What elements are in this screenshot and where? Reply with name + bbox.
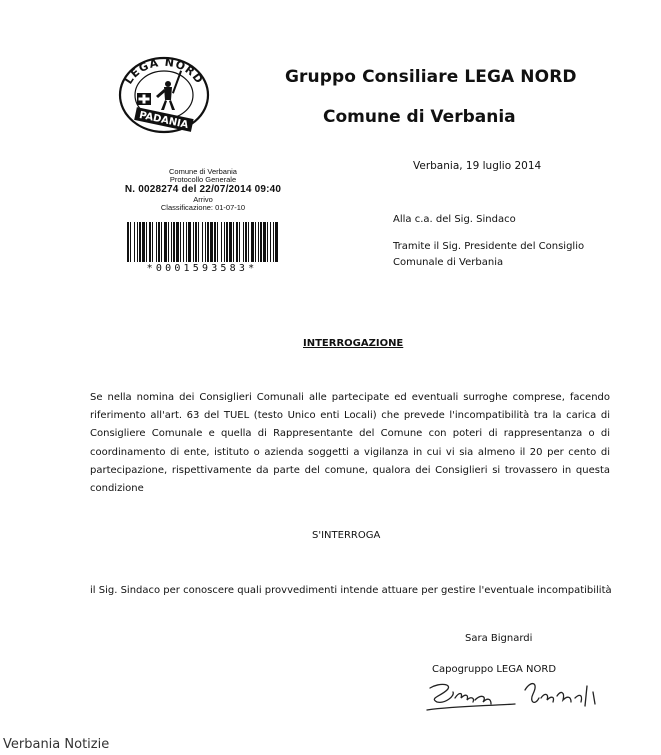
barcode-bar (186, 222, 187, 262)
barcode-bar (236, 222, 238, 262)
barcode-bar (176, 222, 179, 262)
barcode-bar (171, 222, 172, 262)
cross-shield-icon (137, 93, 151, 105)
document-date: Verbania, 19 luglio 2014 (413, 160, 542, 172)
barcode-bar (195, 222, 197, 262)
logo-bottom-text: PADANIA (138, 109, 190, 132)
barcode-bar (180, 222, 181, 262)
stamp-office: Comune di Verbania (169, 167, 237, 176)
barcode-bar (239, 222, 240, 262)
barcode-bar (146, 222, 147, 262)
barcode-bar (258, 222, 259, 262)
barcode-bar (248, 222, 249, 262)
barcode-bar (207, 222, 209, 262)
barcode-bar (263, 222, 266, 262)
barcode-bar (127, 222, 129, 262)
handwritten-signature (425, 676, 610, 716)
barcode-bar (270, 222, 271, 262)
barcode-number: *0001593583* (146, 263, 258, 274)
recipient-council: Comunale di Verbania (393, 257, 504, 268)
barcode-bar (202, 222, 203, 262)
barcode-bar (156, 222, 157, 262)
protocol-stamp (113, 168, 293, 212)
barcode-bar (188, 222, 191, 262)
barcode-bar (251, 222, 254, 262)
body-line: coordinamento di ente, istituto o azienda soggetti a vigilanza in cui vi sia almeno il 20 per cento di (90, 446, 610, 458)
alberto-da-giussano-icon (156, 70, 182, 110)
lega-nord-logo (118, 56, 210, 134)
barcode-bar (152, 222, 153, 262)
body-line: riferimento all'art. 63 del TUEL (testo Unico enti Locali) che prevede l'incompatibilità tra la carica di (90, 410, 610, 422)
barcode-bar (224, 222, 225, 262)
body-paragraph (90, 389, 610, 498)
barcode-bar (161, 222, 162, 262)
barcode-bar (214, 222, 216, 262)
request-text: il Sig. Sindaco per conoscere quali provvedimenti intende attuare per gestire l'eventuale incompatibilità (90, 585, 612, 596)
sinterroga-heading: S'INTERROGA (312, 530, 381, 541)
group-title: Gruppo Consiliare LEGA NORD (285, 67, 577, 87)
logo-top-text: LEGA NORD (121, 56, 207, 87)
barcode (126, 222, 278, 262)
stamp-direction: Arrivo (193, 195, 213, 204)
municipality-title: Comune di Verbania (323, 107, 516, 127)
barcode-bar (267, 222, 268, 262)
body-line: Consigliere Comunale e quella di Rappresentante del Comune con poteri di rappresentanza o di (90, 428, 610, 440)
body-line: Se nella nomina dei Consiglieri Comunali alle partecipate ed eventuali surroghe comprese, facendo (90, 392, 610, 403)
stamp-protocol-number: N. 0028274 del 22/07/2014 09:40 (124, 184, 282, 195)
barcode-bar (183, 222, 184, 262)
recipient-mayor: Alla c.a. del Sig. Sindaco (393, 214, 516, 225)
barcode-bar (243, 222, 244, 262)
barcode-bar (275, 222, 278, 262)
barcode-bar (139, 222, 141, 262)
barcode-bar (173, 222, 175, 262)
barcode-bar (164, 222, 167, 262)
watermark: Verbania Notizie (3, 737, 110, 752)
barcode-bar (198, 222, 199, 262)
barcode-bar (149, 222, 151, 262)
barcode-bar (233, 222, 234, 262)
body-line: partecipazione, rispettivamente da parte del comune, qualora dei Consiglieri si trovassero in questa (90, 464, 610, 476)
barcode-bar (255, 222, 256, 262)
barcode-bar (134, 222, 135, 262)
barcode-bar (137, 222, 138, 262)
barcode-bar (142, 222, 145, 262)
barcode-bar (273, 222, 274, 262)
barcode-bar (229, 222, 232, 262)
document-heading: INTERROGAZIONE (303, 338, 404, 349)
body-line: condizione (90, 483, 144, 495)
stamp-classification: Classificazione: 01-07-10 (160, 203, 246, 212)
barcode-bar (193, 222, 194, 262)
signer-role: Capogruppo LEGA NORD (432, 664, 557, 675)
barcode-bar (130, 222, 131, 262)
recipient-president: Tramite il Sig. Presidente del Consiglio (393, 241, 585, 252)
barcode-bar (260, 222, 262, 262)
barcode-bar (217, 222, 218, 262)
barcode-bar (168, 222, 169, 262)
barcode-bar (205, 222, 206, 262)
barcode-bar (158, 222, 160, 262)
barcode-bar (210, 222, 213, 262)
barcode-bar (221, 222, 222, 262)
signer-name: Sara Bignardi (465, 633, 533, 644)
barcode-bar (226, 222, 228, 262)
barcode-bar (245, 222, 247, 262)
stamp-register: Protocollo Generale (169, 175, 237, 184)
